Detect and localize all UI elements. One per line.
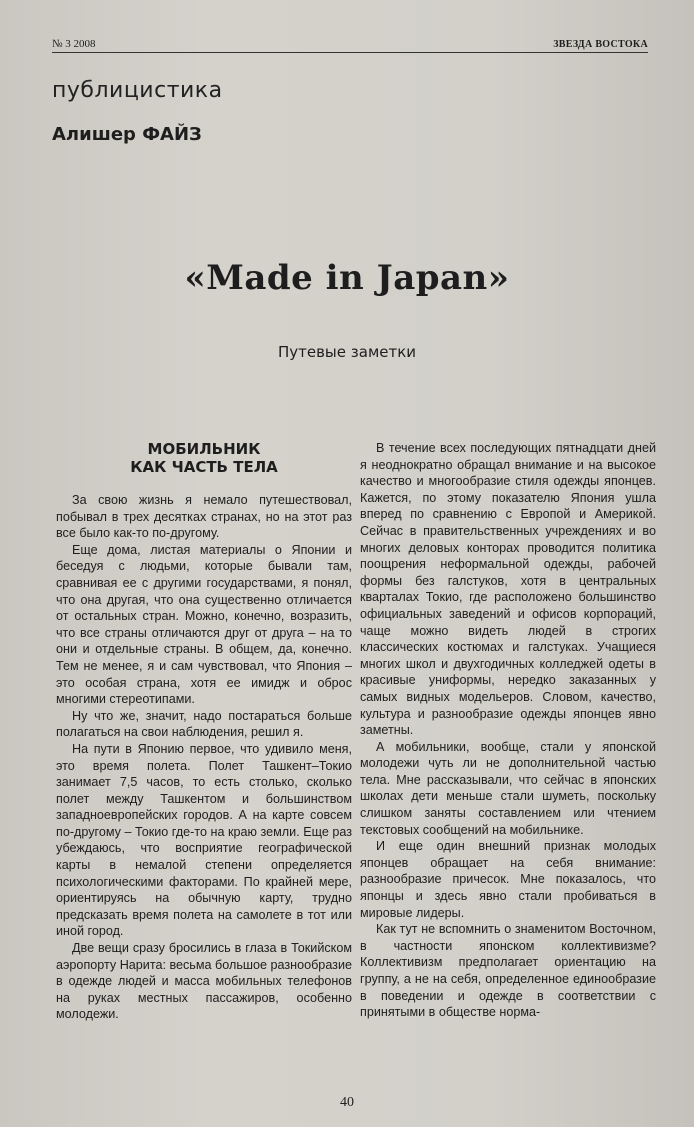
issue-number: № 3 2008 (52, 38, 96, 50)
rubric-label: публицистика (52, 78, 223, 103)
right-column (360, 440, 656, 1021)
page-number: 40 (340, 1095, 354, 1110)
paragraph: За свою жизнь я немало путешествовал, побывал в трех десятках странах, но на этот раз все было как-то по-другому. (56, 493, 352, 541)
paragraph: И еще один внешний признак молодых японцев обращает на себя внимание: разнообразие причесок. Мне показалось, что японцы и здесь явно стали пробиваться в мировые лидеры. (360, 839, 656, 920)
article-title: «Made in Japan» (184, 258, 510, 298)
section-heading-line: МОБИЛЬНИК (147, 440, 261, 458)
paragraph: А мобильники, вообще, стали у японской молодежи чуть ли не дополнительной частью тела. Мне рассказывали, что сейчас в японских школах дети меньше стали шуметь, поскольку слишком заняты составлением или чтением текстовых сообщений на мобильнике. (360, 739, 656, 837)
section-heading-line: КАК ЧАСТЬ ТЕЛА (130, 458, 278, 476)
paragraph: Ну что же, значит, надо постараться больше полагаться на свои наблюдения, решил я. (56, 708, 352, 740)
author-name: Алишер ФАЙЗ (52, 124, 202, 145)
journal-name: ЗВЕЗДА ВОСТОКА (553, 39, 648, 50)
section-heading (56, 440, 352, 476)
paragraph: На пути в Японию первое, что удивило меня, это время полета. Полет Ташкент–Токио занимает 7,5 часов, то есть столько, сколько полет между Ташкентом и большинством западноевропейских городов. А на карте совсем по-другому – Токио где-то на краю земли. Еще раз убеждаюсь, что восприятие географической карты в немалой степени определяется психологическими факторами. По крайней мере, ориентируясь на обычную карту, трудно предсказать время полета на самолете в тот или иной город. (56, 741, 352, 939)
article-subtitle: Путевые заметки (277, 343, 417, 361)
paragraph: Две вещи сразу бросились в глаза в Токийском аэропорту Нарита: весьма большое разнообразие в одежде людей и масса мобильных телефонов на руках местных пассажиров, особенно молодежи. (56, 941, 352, 1022)
paragraph: Еще дома, листая материалы о Японии и беседуя с людьми, которые бывали там, сравнивая ее с другими государствами, я понял, что она другая, что она существенно отличается от остальных стран. Можно, конечно, возразить, что все страны отличаются друг от друга – на то они и отдельные страны. В общем, да, конечно. Тем не менее, я и сам чувствовал, что Япония – это особая страна, хотя ее имидж и оброс многими стереотипами. (56, 542, 352, 707)
paragraph: Как тут не вспомнить о знаменитом Восточном, в частности японском коллективизме? Коллективизм предполагает ориентацию на группу, а не на себя, определенное единообразие в поведении и одежде в соответствии с принятыми в обществе норма- (360, 922, 656, 1020)
running-header (52, 38, 648, 53)
paragraph: В течение всех последующих пятнадцати дней я неоднократно обращал внимание и на высокое качество и многообразие стиля одежды японцев. Кажется, по этому показателю Япония ушла вперед по сравнению с Европой и Америкой. Сейчас в правительственных учреждениях и во многих деловых конторах проводится политика поощрения неформальной одежды, рабочей формы без галстуков, хотя в центральных кварталах Токио, где расположено большинство официальных заведений и офисов корпораций, чаще можно видеть людей в строгих классических костюмах и галстуках. Учащиеся многих школ и двухгодичных колледжей одеты в красивые униформы, нередко заказанных у самых видных модельеров. Словом, качество, культура и разнообразие одежды японцев явно заметны. (360, 441, 656, 738)
left-column (56, 440, 352, 1023)
